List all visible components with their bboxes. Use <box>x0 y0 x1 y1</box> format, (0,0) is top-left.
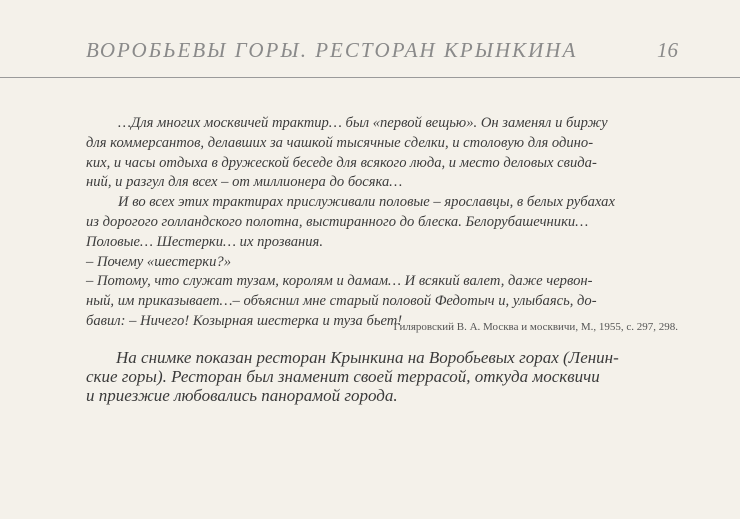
quote-line: из дорогого голландского полотна, выстиранного до блеска. Белорубашечники… <box>86 213 589 230</box>
photo-caption <box>86 348 682 405</box>
caption-line: На снимке показан ресторан Крынкина на Воробьевых горах (Ленин- <box>116 348 619 367</box>
quote-line: – Потому, что служат тузам, королям и дамам… И всякий валет, даже червон- <box>86 273 593 290</box>
page-number: 16 <box>657 38 678 62</box>
quote-line: Половые… Шестерки… их прозвания. <box>86 233 323 250</box>
quote-line: …Для многих москвичей трактир… был «первой вещью». Он заменял и биржу <box>118 115 608 131</box>
quote-line: – Почему «шестерки?» <box>86 253 232 270</box>
quote-line: бавил: – Ничего! Козырная шестерка и туза бьет! <box>86 312 403 329</box>
quote-line: ный, им приказывает…– объяснил мне старый половой Федотыч и, улыбаясь, до- <box>86 293 597 310</box>
quote-line: ний, и разгул для всех – от миллионера до босяка… <box>86 174 403 191</box>
quote-block <box>86 114 678 332</box>
quote-line: И во всех этих трактирах прислуживали половые – ярославцы, в белых рубахах <box>118 194 615 211</box>
header-divider <box>0 77 740 78</box>
quote-line: ких, и часы отдыха в дружеской беседе для всякого люда, и место деловых свида- <box>86 154 597 171</box>
quote-line: для коммерсантов, делавших за чашкой тысячные сделки, и столовую для одино- <box>86 134 594 151</box>
caption-line: ские горы). Ресторан был знаменит своей террасой, откуда москвичи <box>86 367 600 386</box>
caption-line: и приезжие любовались панорамой города. <box>86 386 398 405</box>
citation: Гиляровский В. А. Москва и москвичи, М., 1955, с. 297, 298. <box>393 321 678 333</box>
page-title: ВОРОБЬЕВЫ ГОРЫ. РЕСТОРАН КРЫНКИНА <box>86 38 578 62</box>
page-header <box>86 38 678 68</box>
